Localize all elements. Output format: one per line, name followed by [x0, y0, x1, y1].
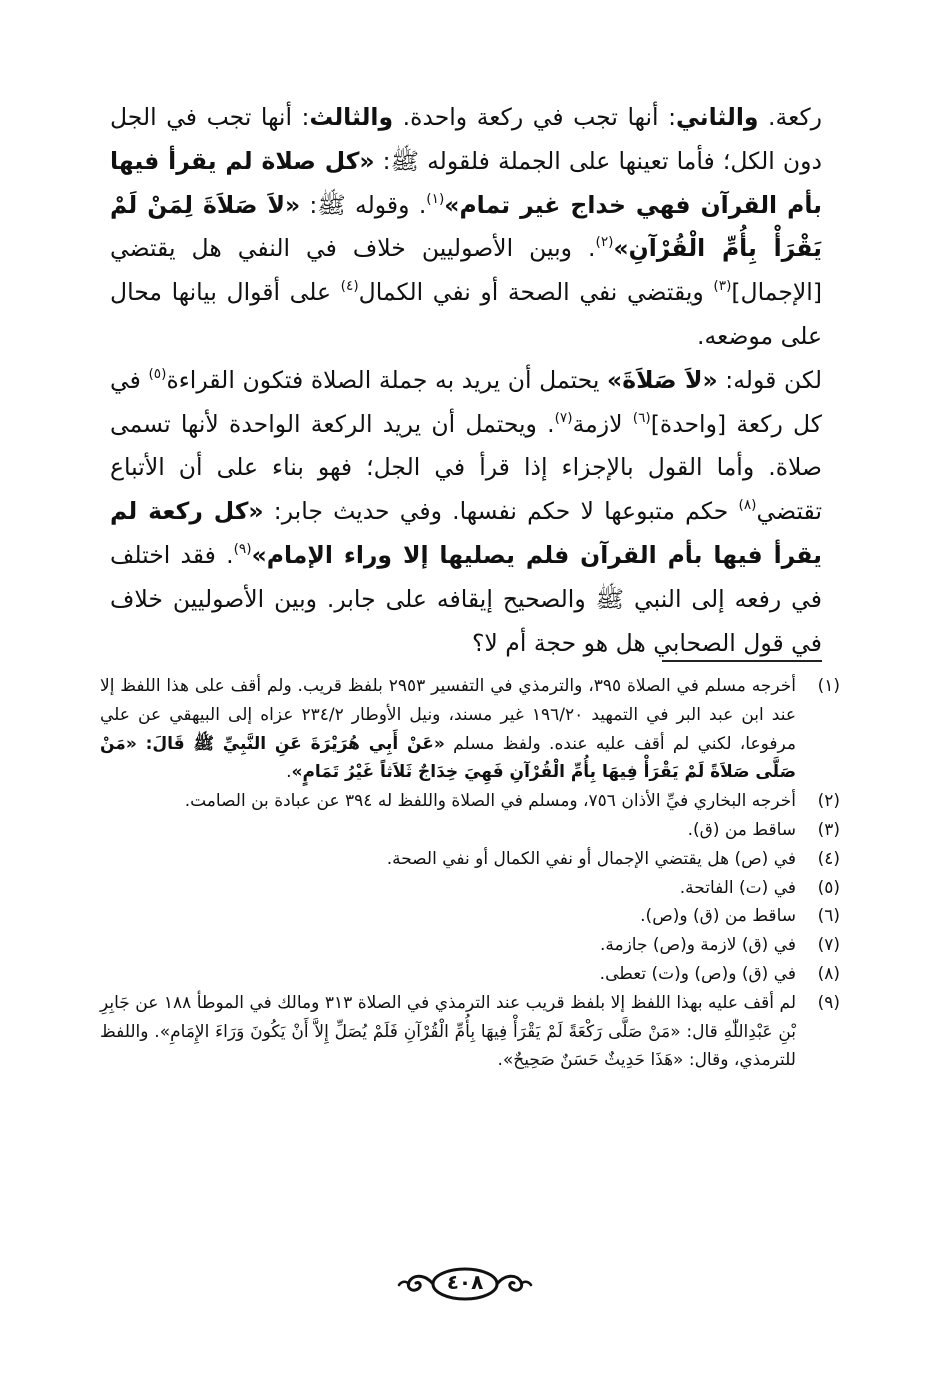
- bold-text-span: والثاني: [675, 103, 759, 131]
- footnote-separator: [662, 660, 822, 662]
- footnote-ref: (٧): [554, 409, 573, 426]
- footnote-text: [100, 960, 796, 989]
- text-span: أخرجه مسلم في الصلاة ٣٩٥، والترمذي في التفسير ٢٩٥٣ بلفظ قريب. ولم أقف على هذا اللفظ إلا عند ابن عبد البر في التمهيد ١٩٦/٢٠ غير مسند، ونيل الأوطار ٢٣٤/٢ عزاه إلى البيهقي عن علي مرفوعا، لكني لم أقف عليه عنده. ولفظ مسلم: [100, 676, 797, 754]
- footnote-text: [100, 787, 796, 816]
- footnote-ref: (٢): [595, 234, 614, 251]
- bold-text-span: «لاَ صَلاَةَ»: [607, 365, 718, 394]
- paragraph-2: [110, 359, 822, 666]
- text-span: : أنها تجب في ركعة واحدة.: [393, 103, 676, 131]
- footnote: [100, 989, 840, 1075]
- bold-text-span: «عَنْ أَبِي هُرَيْرَةَ عَنِ النَّبِيِّ ﷺ قَالَ: «مَنْ صَلَّى صَلاَةً لَمْ يَقْرَأْ فِيهَا بِأُمِّ الْقُرْآنِ فَهِيَ خِدَاجٌ ثَلاَثاً غَيْرُ تَمَامٍ»: [100, 733, 796, 783]
- footnote: [100, 845, 840, 874]
- footnote-ref: (٤): [340, 277, 359, 294]
- footnote-text: [100, 989, 796, 1075]
- footnote-number: (٦): [817, 906, 840, 927]
- text-span: في كل ركعة [واحدة]: [110, 365, 822, 438]
- text-span: في (ق) لازمة و(ص) جازمة.: [599, 935, 796, 956]
- footnote-ref: (٨): [738, 496, 757, 513]
- footnote: [100, 787, 840, 816]
- bold-text-span: والثالث: [309, 103, 394, 131]
- text-span: في (ص) هل يقتضي الإجمال أو نفي الكمال أو نفي الصحة.: [386, 848, 796, 869]
- text-span: ويقتضي نفي الصحة أو نفي الكمال: [358, 278, 714, 307]
- bold-text-span: «كل صلاة لم يقرأ فيها بأم القرآن فهي خداج غير تمام»: [110, 146, 822, 219]
- page-number: ٤٠٨: [446, 1270, 484, 1294]
- footnote-text: [100, 874, 796, 903]
- bold-text-span: «كل ركعة لم يقرأ فيها بأم القرآن فلم يصليها إلا وراء الإمام»: [110, 497, 823, 569]
- text-span: لكن قوله:: [717, 365, 822, 394]
- text-span: حكم متبوعها لا حكم نفسها. وفي حديث جابر:: [263, 497, 739, 526]
- text-span: يحتمل أن يريد به جملة الصلاة فتكون القراءة: [166, 365, 608, 394]
- text-span: ركعة.: [758, 103, 822, 131]
- footnote-text: [100, 931, 796, 960]
- text-span: . وبين الأصوليين خلاف في النفي هل يقتضي [الإجمال]: [110, 234, 823, 307]
- footnote-number: (٩): [817, 992, 840, 1013]
- footnote-text: [100, 672, 796, 787]
- text-span: .: [286, 762, 292, 783]
- footnote-text: [100, 902, 796, 931]
- footnote-number: (١): [817, 676, 840, 696]
- footnote-number: (٧): [817, 935, 840, 956]
- text-span: لازمة: [572, 409, 633, 438]
- footnote: [100, 672, 840, 787]
- text-span: . فقد اختلف في رفعه إلى النبي ﷺ والصحيح إيقافه على جابر. وبين الأصوليين خلاف في قول الصحابي هل هو حجة أم لا؟: [110, 540, 822, 657]
- footnote-number: (٨): [817, 963, 840, 984]
- bold-text-span: «لاَ صَلاَةَ لِمَنْ لَمْ يَقْرَأْ بِأُمِّ الْقُرْآنِ»: [110, 190, 822, 263]
- footnote: [100, 874, 840, 903]
- footnote-number: (٤): [817, 848, 840, 869]
- page-number-ornament: [395, 1262, 535, 1306]
- footnote-text: [100, 816, 796, 845]
- footnote-text: [100, 845, 796, 874]
- footnote-number: (٣): [817, 819, 840, 840]
- text-span: ساقط من (ق).: [687, 819, 796, 840]
- text-span: في (ت) الفاتحة.: [679, 877, 796, 898]
- text-span: . ويحتمل أن يريد الركعة الواحدة لأنها تسمى صلاة. وأما القول بالإجزاء إذا قرأ في الجل؛ فهو بناء على أن الأتباع تقتضي: [110, 409, 822, 526]
- paragraph-1: [110, 96, 822, 359]
- text-span: . وقوله ﷺ:: [300, 190, 427, 219]
- footnote-number: (٢): [817, 791, 840, 812]
- footnote-ref: (٣): [713, 277, 732, 294]
- text-span: : أنها تجب في الجل دون الكل؛ فأما تعينها على الجملة فلقوله ﷺ:: [110, 103, 822, 175]
- footnote-ref: (٦): [632, 409, 651, 426]
- text-span: في (ق) و(ص) و(ت) تعطى.: [599, 963, 796, 984]
- text-span: على أقوال بيانها محال على موضعه.: [110, 278, 822, 350]
- footnote-ref: (٩): [233, 540, 252, 557]
- footnote-ref: (٥): [148, 365, 167, 382]
- main-text: [110, 96, 822, 665]
- text-span: أخرجه البخاري فيِّ الأذان ٧٥٦، ومسلم في الصلاة واللفظ له ٣٩٤ عن عبادة بن الصامت.: [184, 791, 796, 812]
- footnote-ref: (١): [426, 190, 445, 207]
- footnote: [100, 902, 840, 931]
- footnote: [100, 931, 840, 960]
- footnote-number: (٥): [817, 877, 840, 898]
- footnote: [100, 960, 840, 989]
- footnotes: [100, 672, 840, 1075]
- footnote: [100, 816, 840, 845]
- text-span: ساقط من (ق) و(ص).: [640, 906, 796, 927]
- text-span: لم أقف عليه بهذا اللفظ إلا بلفظ قريب عند الترمذي في الصلاة ٣١٣ ومالك في الموطأ ١٨٨ عن جَابِرِ بْنِ عَبْدِاللّٰهِ قال: «مَنْ صَلَّى رَكْعَةً لَمْ يَقْرَأْ فِيهَا بِأُمِّ الْقُرْآنِ فَلَمْ يُصَلِّ إِلاَّ أَنْ يَكُونَ وَرَاءَ الإِمَامِ». واللفظ للترمذي، وقال: «هَذَا حَدِيثٌ حَسَنٌ صَحِيحٌ».: [100, 992, 796, 1071]
